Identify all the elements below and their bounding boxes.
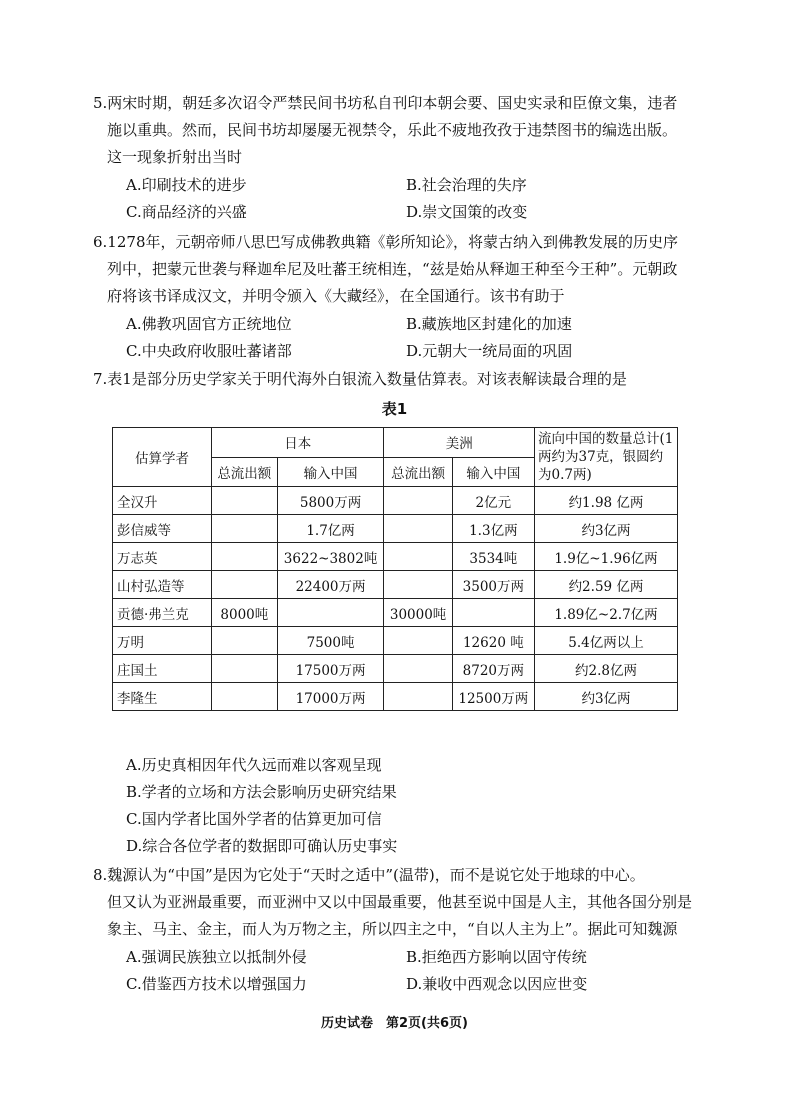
q5-line2: 施以重典。然而，民间书坊却屡屡无视禁令，乐此不疲地孜孜于违禁图书的编选出版。 [107, 121, 678, 139]
cell-america-outflow [384, 571, 452, 599]
cell-america-to-china: 8720万两 [452, 655, 534, 683]
cell-america-to-china: 12620 吨 [452, 627, 534, 655]
table-row [113, 683, 678, 711]
cell-japan-outflow [212, 683, 278, 711]
cell-japan-outflow [212, 627, 278, 655]
q6-option-a[interactable]: A.佛教巩固官方正统地位 [126, 315, 292, 333]
q8-option-b[interactable]: B.拒绝西方影响以固守传统 [406, 948, 587, 966]
cell-america-to-china: 1.3亿两 [452, 515, 534, 543]
header-japan: 日本 [212, 428, 384, 458]
page-footer: 历史试卷 第2页(共6页) [321, 1016, 468, 1031]
cell-america-to-china: 12500万两 [452, 683, 534, 711]
cell-total: 约2.8亿两 [535, 655, 678, 683]
header-japan-to-china: 输入中国 [277, 457, 384, 487]
cell-america-outflow [384, 655, 452, 683]
q7-option-c[interactable]: C.国内学者比国外学者的估算更加可信 [126, 810, 382, 828]
q5-option-c[interactable]: C.商品经济的兴盛 [126, 203, 247, 221]
cell-japan-to-china: 1.7亿两 [277, 515, 384, 543]
cell-total: 1.89亿~2.7亿两 [535, 599, 678, 627]
cell-scholar: 贡德·弗兰克 [113, 599, 212, 627]
header-america-outflow: 总流出额 [384, 457, 452, 487]
q8-line1: 8.魏源认为“中国”是因为它处于“天时之适中”(温带)，而不是说它处于地球的中心。 [93, 866, 645, 884]
cell-japan-outflow: 8000吨 [212, 599, 278, 627]
cell-japan-to-china: 5800万两 [277, 487, 384, 515]
q6-options [126, 311, 686, 365]
header-america: 美洲 [384, 428, 535, 458]
q7-line1: 7.表1是部分历史学家关于明代海外白银流入数量估算表。对该表解读最合理的是 [93, 370, 627, 388]
cell-scholar: 李隆生 [113, 683, 212, 711]
cell-america-outflow [384, 487, 452, 515]
cell-japan-to-china: 17500万两 [277, 655, 384, 683]
header-america-to-china: 输入中国 [452, 457, 534, 487]
cell-total: 1.9亿~1.96亿两 [535, 543, 678, 571]
q7-option-d[interactable]: D.综合各位学者的数据即可确认历史事实 [126, 837, 398, 855]
q7-options [126, 752, 686, 860]
q7-option-a[interactable]: A.历史真相因年代久远而难以客观呈现 [126, 756, 382, 774]
q8-line3: 象主、马主、金主，而人为万物之主，所以四主之中，“自以人主为上”。据此可知魏源 [107, 920, 678, 938]
table-row [113, 571, 678, 599]
question-5 [93, 90, 703, 171]
cell-japan-outflow [212, 515, 278, 543]
table-row [113, 627, 678, 655]
q6-line3: 府将该书译成汉文，并明令颁入《大藏经》，在全国通行。该书有助于 [107, 287, 565, 305]
q8-option-c[interactable]: C.借鉴西方技术以增强国力 [126, 975, 307, 993]
cell-total: 5.4亿两以上 [535, 627, 678, 655]
table-row [113, 543, 678, 571]
q6-line2: 列中，把蒙元世袭与释迦牟尼及吐蕃王统相连，“兹是始从释迦王种至今王种”。元朝政 [107, 260, 678, 278]
q8-options [126, 944, 686, 998]
q5-option-d[interactable]: D.崇文国策的改变 [406, 203, 528, 221]
q6-option-d[interactable]: D.元朝大一统局面的巩固 [406, 342, 573, 360]
q8-option-a[interactable]: A.强调民族独立以抵制外侵 [126, 948, 307, 966]
header-japan-outflow: 总流出额 [212, 457, 278, 487]
cell-america-outflow [384, 515, 452, 543]
header-scholar: 估算学者 [113, 428, 212, 487]
cell-japan-to-china: 7500吨 [277, 627, 384, 655]
cell-america-outflow: 30000吨 [384, 599, 452, 627]
cell-total: 约2.59 亿两 [535, 571, 678, 599]
cell-america-to-china [452, 599, 534, 627]
cell-scholar: 全汉升 [113, 487, 212, 515]
question-8 [93, 862, 703, 943]
silver-inflow-table [112, 427, 678, 711]
table-row [113, 515, 678, 543]
q6-option-b[interactable]: B.藏族地区封建化的加速 [406, 315, 572, 333]
cell-scholar: 庄国土 [113, 655, 212, 683]
q6-line1: 6.1278年，元朝帝师八思巴写成佛教典籍《彰所知论》，将蒙古纳入到佛教发展的历史序 [93, 233, 678, 251]
table-row [113, 599, 678, 627]
cell-america-outflow [384, 543, 452, 571]
cell-japan-outflow [212, 487, 278, 515]
cell-scholar: 彭信威等 [113, 515, 212, 543]
cell-total: 约3亿两 [535, 683, 678, 711]
cell-japan-to-china: 3622~3802吨 [277, 543, 384, 571]
header-total: 流向中国的数量总计(1两约为37克，银圆约为0.7两) [535, 428, 678, 487]
cell-japan-to-china [277, 599, 384, 627]
q5-option-a[interactable]: A.印刷技术的进步 [126, 176, 247, 194]
cell-japan-to-china: 22400万两 [277, 571, 384, 599]
table-row [113, 655, 678, 683]
cell-scholar: 万志英 [113, 543, 212, 571]
table-title: 表1 [381, 400, 408, 418]
q8-line2: 但又认为亚洲最重要，而亚洲中又以中国最重要，他甚至说中国是人主，其他各国分别是 [107, 893, 693, 911]
q5-option-b[interactable]: B.社会治理的失序 [406, 176, 527, 194]
cell-scholar: 山村弘造等 [113, 571, 212, 599]
cell-japan-outflow [212, 655, 278, 683]
cell-total: 约3亿两 [535, 515, 678, 543]
cell-america-to-china: 2亿元 [452, 487, 534, 515]
cell-japan-to-china: 17000万两 [277, 683, 384, 711]
cell-america-outflow [384, 683, 452, 711]
q7-option-b[interactable]: B.学者的立场和方法会影响历史研究结果 [126, 783, 397, 801]
cell-america-to-china: 3500万两 [452, 571, 534, 599]
q6-option-c[interactable]: C.中央政府收服吐蕃诸部 [126, 342, 292, 360]
q5-options [126, 172, 686, 226]
cell-america-to-china: 3534吨 [452, 543, 534, 571]
question-6 [93, 229, 703, 310]
cell-japan-outflow [212, 571, 278, 599]
question-7 [93, 366, 703, 393]
cell-america-outflow [384, 627, 452, 655]
cell-japan-outflow [212, 543, 278, 571]
cell-total: 约1.98 亿两 [535, 487, 678, 515]
cell-scholar: 万明 [113, 627, 212, 655]
q5-line3: 这一现象折射出当时 [107, 148, 243, 166]
table-row [113, 487, 678, 515]
q8-option-d[interactable]: D.兼收中西观念以因应世变 [406, 975, 588, 993]
q5-line1: 5.两宋时期，朝廷多次诏令严禁民间书坊私自刊印本朝会要、国史实录和臣僚文集，违者 [93, 94, 678, 112]
